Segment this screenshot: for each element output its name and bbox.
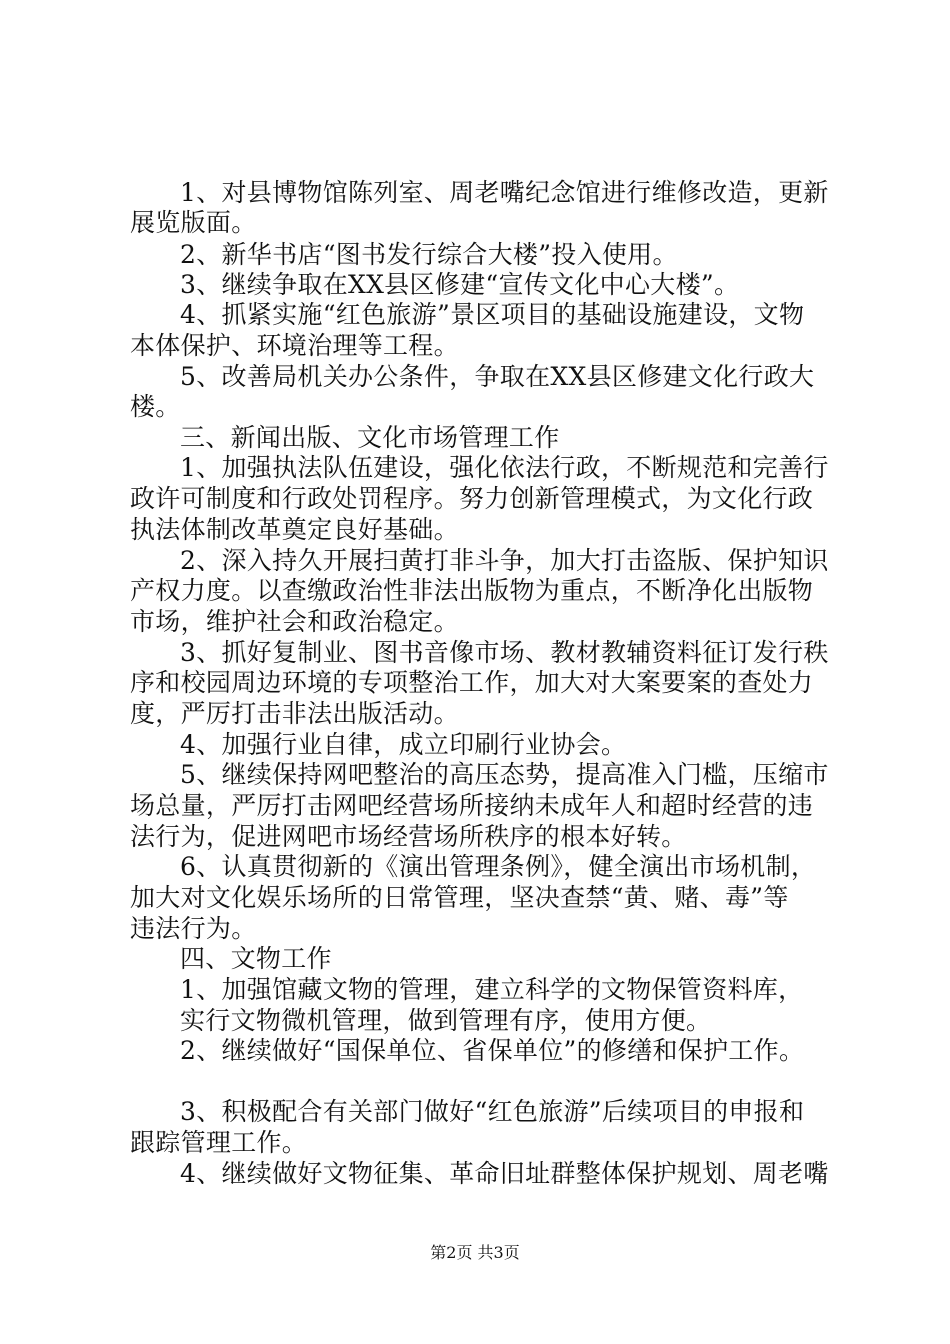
text-line: 场总量，严厉打击网吧经营场所接纳未成年人和超时经营的违: [130, 791, 814, 820]
text-line: 4、继续做好文物征集、革命旧址群整体保护规划、周老嘴: [180, 1159, 829, 1188]
text-line: 违法行为。: [130, 914, 257, 943]
text-line: 法行为，促进网吧市场经营场所秩序的根本好转。: [130, 822, 687, 851]
text-line: 5、改善局机关办公条件，争取在XX县区修建文化行政大: [180, 362, 815, 391]
text-line: 产权力度。以查缴政治性非法出版物为重点，不断净化出版物: [130, 576, 814, 605]
text-line: 本体保护、环境治理等工程。: [130, 331, 459, 360]
text-line: 楼。: [130, 392, 181, 421]
text-line: 执法体制改革奠定良好基础。: [130, 515, 459, 544]
section-heading: 四、文物工作: [180, 944, 332, 973]
text-line: 3、继续争取在XX县区修建“宣传文化中心大楼”。: [180, 270, 740, 299]
text-line: 2、新华书店“图书发行综合大楼”投入使用。: [180, 240, 678, 269]
text-line: 5、继续保持网吧整治的高压态势，提高准入门槛，压缩市: [180, 760, 829, 789]
text-line: 度，严厉打击非法出版活动。: [130, 699, 459, 728]
text-line: 1、加强执法队伍建设，强化依法行政，不断规范和完善行: [180, 453, 829, 482]
text-line: 1、对县博物馆陈列室、周老嘴纪念馆进行维修改造，更新: [180, 178, 829, 207]
text-line: 政许可制度和行政处罚程序。努力创新管理模式，为文化行政: [130, 484, 814, 513]
text-line: 实行文物微机管理，做到管理有序，使用方便。: [180, 1006, 712, 1035]
text-line: 1、加强馆藏文物的管理，建立科学的文物保管资料库，: [180, 975, 804, 1004]
text-line: 3、抓好复制业、图书音像市场、教材教辅资料征订发行秩: [180, 638, 829, 667]
text-line: 跟踪管理工作。: [130, 1128, 308, 1157]
page-number-footer: 第2页 共3页: [430, 1243, 520, 1262]
text-line: 4、加强行业自律，成立印刷行业协会。: [180, 730, 627, 759]
text-line: 加大对文化娱乐场所的日常管理，坚决查禁“黄、赌、毒”等: [130, 883, 789, 912]
text-line: 序和校园周边环境的专项整治工作，加大对大案要案的查处力: [130, 668, 814, 697]
text-line: 4、抓紧实施“红色旅游”景区项目的基础设施建设，文物: [180, 300, 805, 329]
text-line: 3、积极配合有关部门做好“红色旅游”后续项目的申报和: [180, 1097, 805, 1126]
text-line: 2、继续做好“国保单位、省保单位”的修缮和保护工作。: [180, 1036, 805, 1065]
text-line: 展览版面。: [130, 208, 257, 237]
text-line: 6、认真贯彻新的《演出管理条例》，健全演出市场机制，: [180, 852, 817, 881]
text-line: 2、深入持久开展扫黄打非斗争，加大打击盗版、保护知识: [180, 546, 829, 575]
section-heading: 三、新闻出版、文化市场管理工作: [180, 423, 560, 452]
text-line: 市场，维护社会和政治稳定。: [130, 607, 459, 636]
